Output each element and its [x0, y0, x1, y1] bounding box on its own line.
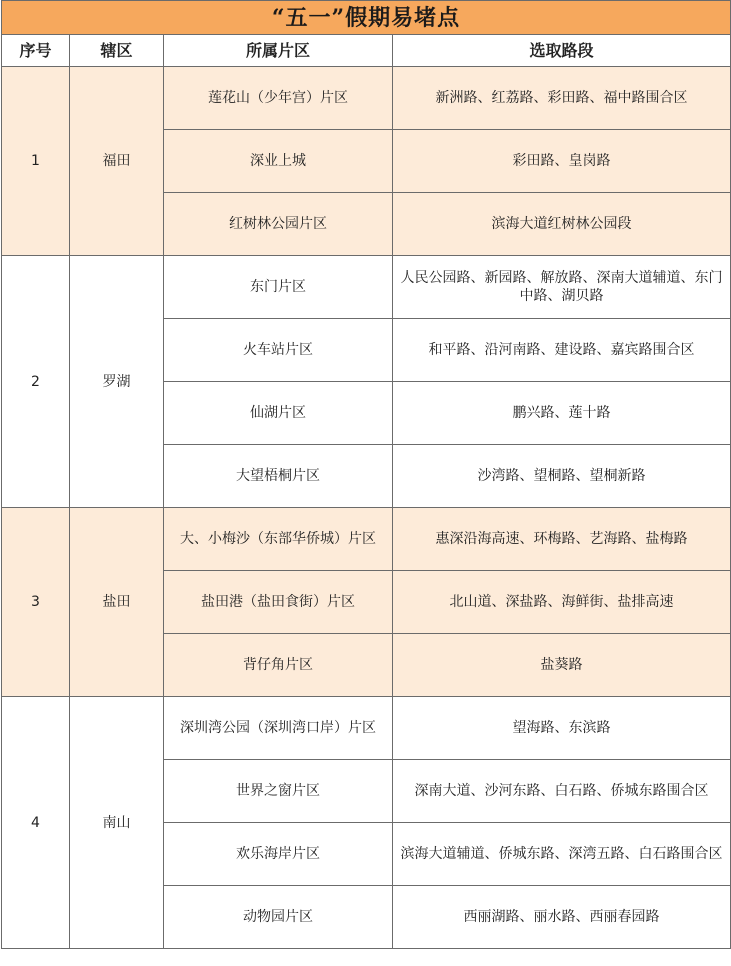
header-index: 序号 — [2, 35, 70, 67]
road-segments: 惠深沿海高速、环梅路、艺海路、盐梅路 — [393, 508, 731, 571]
district-name: 盐田 — [70, 508, 164, 697]
road-segments: 西丽湖路、丽水路、西丽春园路 — [393, 886, 731, 949]
area-name: 大望梧桐片区 — [164, 445, 393, 508]
district-name: 罗湖 — [70, 256, 164, 508]
road-segments: 盐葵路 — [393, 634, 731, 697]
road-segments: 深南大道、沙河东路、白石路、侨城东路围合区 — [393, 760, 731, 823]
area-name: 深圳湾公园（深圳湾口岸）片区 — [164, 697, 393, 760]
road-segments: 彩田路、皇岗路 — [393, 130, 731, 193]
road-segments: 滨海大道红树林公园段 — [393, 193, 731, 256]
row-index: 3 — [2, 508, 70, 697]
area-name: 深业上城 — [164, 130, 393, 193]
district-name: 南山 — [70, 697, 164, 949]
row-index: 1 — [2, 67, 70, 256]
area-name: 仙湖片区 — [164, 382, 393, 445]
area-name: 世界之窗片区 — [164, 760, 393, 823]
area-name: 背仔角片区 — [164, 634, 393, 697]
road-segments: 北山道、深盐路、海鲜街、盐排高速 — [393, 571, 731, 634]
table-row — [2, 508, 731, 571]
table-row — [2, 67, 731, 130]
road-segments: 望海路、东滨路 — [393, 697, 731, 760]
header-area: 所属片区 — [164, 35, 393, 67]
road-segments: 鹏兴路、莲十路 — [393, 382, 731, 445]
district-name: 福田 — [70, 67, 164, 256]
area-name: 盐田港（盐田食街）片区 — [164, 571, 393, 634]
road-segments: 滨海大道辅道、侨城东路、深湾五路、白石路围合区 — [393, 823, 731, 886]
area-name: 欢乐海岸片区 — [164, 823, 393, 886]
road-segments: 和平路、沿河南路、建设路、嘉宾路围合区 — [393, 319, 731, 382]
table-title: “五一”假期易堵点 — [2, 1, 731, 35]
header-roads: 选取路段 — [393, 35, 731, 67]
congestion-table — [1, 0, 731, 949]
header-row — [2, 35, 731, 67]
title-row — [2, 1, 731, 35]
area-name: 红树林公园片区 — [164, 193, 393, 256]
area-name: 动物园片区 — [164, 886, 393, 949]
road-segments: 新洲路、红荔路、彩田路、福中路围合区 — [393, 67, 731, 130]
table-row — [2, 697, 731, 760]
table-row — [2, 256, 731, 319]
area-name: 莲花山（少年宫）片区 — [164, 67, 393, 130]
road-segments: 人民公园路、新园路、解放路、深南大道辅道、东门中路、湖贝路 — [393, 256, 731, 319]
road-segments: 沙湾路、望桐路、望桐新路 — [393, 445, 731, 508]
area-name: 东门片区 — [164, 256, 393, 319]
row-index: 2 — [2, 256, 70, 508]
area-name: 大、小梅沙（东部华侨城）片区 — [164, 508, 393, 571]
area-name: 火车站片区 — [164, 319, 393, 382]
header-district: 辖区 — [70, 35, 164, 67]
row-index: 4 — [2, 697, 70, 949]
